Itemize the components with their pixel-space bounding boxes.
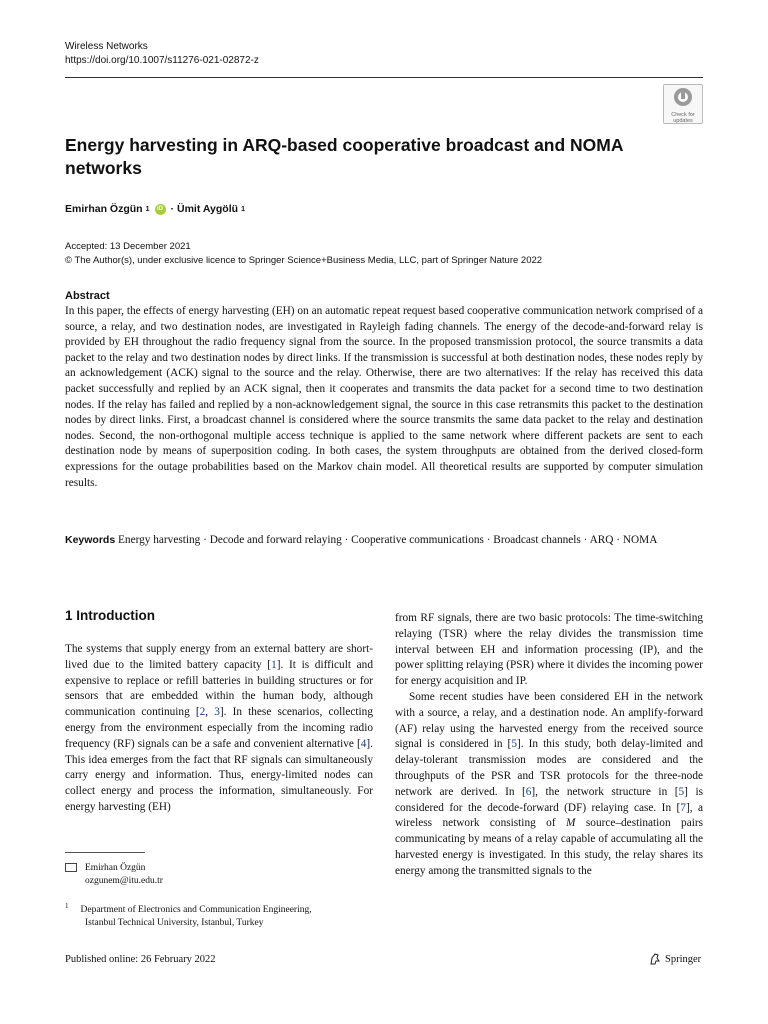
paragraph — [395, 690, 703, 880]
check-for-updates-badge[interactable] — [663, 84, 703, 124]
keywords — [65, 532, 703, 548]
citation-link[interactable]: 2 — [199, 706, 206, 719]
article-dates — [65, 240, 542, 268]
math-symbol: M — [566, 817, 576, 830]
body-text: source–destination pairs communicating by means of a relay capable of accumulating all the harvested energy is investigated. In this study, the relay shares its energy among the transmitted signals to the — [395, 817, 703, 877]
body-text: ], the network structure in [ — [531, 785, 679, 798]
check-updates-label: Check for updates — [671, 112, 695, 124]
springer-horse-icon — [648, 952, 662, 966]
body-text: ]. In this study, both delay-limited and delay-tolerant transmission modes are considered and the throughputs of the PSR and TSR protocols for the three-node network are derived. In [ — [395, 738, 703, 798]
citation-link[interactable]: 5 — [511, 738, 517, 751]
footnote-rule — [65, 852, 145, 853]
corresponding-author — [65, 862, 163, 888]
affiliation-number: 1 — [65, 902, 69, 910]
abstract-text: In this paper, the effects of energy harvesting (EH) on an automatic repeat request based cooperative communication network comprised of a source, a relay, and two destination nodes, are investigated in Rayleigh fading channels. The energy of the decode-and-forward relay is provided by EH throughout the radio frequency signal from the source. In the proposed transmission protocol, the source transmits a data packet to the relay and two destination nodes by direct links. If the transmission is successful at both destination nodes, these nodes reply by an acknowledgement (ACK) signal to the source and the relay. Otherwise, there are two alternatives: If the relay has received this data packet successfully and replied by an ACK signal, then it cooperates and transmits the data packet for a second time to two destination nodes. If the relay has failed and replied by a non-acknowledgement signal, the source in this case retransmits this packet to the destination nodes by direct links. First, a broadcast channel is considered where the source transmits the same data packet to the relay and destination nodes. Second, the non-orthogonal multiple access technique is applied to the same network where different packets are sent to each destination node by means of superposition coding. In both cases, the system throughputs are obtained from the derived closed-form expressions for the outage probabilities based on the Markov chain model. All theoretical results are supported by computer simulation results. — [65, 305, 703, 489]
citation-link[interactable]: 5 — [678, 785, 685, 798]
affiliation-marker: 1 — [241, 205, 245, 213]
citation-link[interactable]: 7 — [680, 801, 686, 814]
citation-link[interactable]: 6 — [525, 785, 532, 798]
author-name[interactable]: Ümit Aygölü — [177, 203, 239, 215]
citation-link[interactable]: 3 — [214, 706, 220, 719]
publisher-name: Springer — [665, 953, 702, 965]
envelope-icon — [65, 863, 77, 872]
check-updates-icon — [673, 87, 693, 107]
accepted-date: Accepted: 13 December 2021 — [65, 241, 191, 252]
keywords-heading: Keywords — [65, 534, 116, 546]
orcid-icon[interactable]: iD — [155, 204, 166, 215]
body-text: The systems that supply energy from an external battery are short-lived due to the limited battery capacity [ — [65, 643, 373, 671]
publisher-logo[interactable] — [648, 952, 701, 966]
body-text: ]. This idea emerges from the fact that RF signals can simultaneously carry energy and information. Thus, energy-limited nodes can collect energy and process the information, simultaneously. For energy harvesting (EH) — [65, 737, 373, 813]
author-list — [65, 203, 245, 215]
body-text: ]. In these scenarios, collecting energy from the environment especially from the incoming radio frequency (RF) signals can be a safe and convenient alternative [ — [65, 706, 373, 750]
citation-link[interactable]: 1 — [271, 658, 277, 671]
body-text: Some recent studies have been considered EH in the network with a source, a relay, and a destination node. An amplify-forward (AF) relay using the harvested energy from the received source signal is considered in [ — [395, 690, 703, 751]
paper-title: Energy harvesting in ARQ-based cooperative broadcast and NOMA networks — [65, 135, 623, 178]
body-text: ] is considered for the decode-forward (DF) relaying case. In [ — [395, 785, 703, 814]
body-text: ]. It is difficult and expensive to replace or refill batteries in building structures or for sensors that are embedded within the human body, although communication continuing [ — [65, 658, 373, 719]
section-heading: 1 Introduction — [65, 608, 155, 623]
corresponding-name: Emirhan Özgün — [85, 863, 146, 873]
paragraph: from RF signals, there are two basic protocols: The time-switching relaying (TSR) where the relay divides the transmission time interval between EH and information processing (IP), and the power splitting relaying (PSR) where it divides the incoming power for energy acquisition and IP. — [395, 612, 703, 688]
citation-link[interactable]: 4 — [360, 737, 367, 750]
body-text: ], a wireless network consisting of — [395, 801, 703, 830]
published-date: Published online: 26 February 2022 — [65, 954, 216, 965]
author-separator: · — [170, 203, 174, 215]
journal-header — [65, 40, 259, 68]
header-rule — [65, 77, 703, 78]
affiliation-line: Istanbul Technical University, Istanbul, Turkey — [85, 918, 264, 929]
corresponding-email[interactable]: ozgunem@itu.edu.tr — [85, 876, 163, 886]
copyright-line: © The Author(s), under exclusive licence to Springer Science+Business Media, LLC, part of Springer Nature 2022 — [65, 255, 543, 266]
keywords-list: Energy harvesting · Decode and forward relaying · Cooperative communications · Broadcast channels · ARQ · NOMA — [118, 534, 658, 546]
abstract-heading: Abstract — [65, 290, 110, 302]
doi-link[interactable]: https://doi.org/10.1007/s11276-021-02872-z — [65, 55, 259, 66]
intro-column-right — [395, 611, 703, 880]
author-name[interactable]: Emirhan Özgün — [65, 203, 143, 215]
affiliation-line: Department of Electronics and Communication Engineering, — [80, 905, 312, 916]
affiliation-marker: 1 — [145, 205, 150, 213]
journal-name: Wireless Networks — [65, 41, 148, 52]
intro-column-left: The systems that supply energy from an external battery are short-lived due to the limited battery capacity [1]. It is difficult and expensive to replace or refill batteries in building structures or for sensors that are embedded within the human body, although communication continuing [2, 3]. In these scenarios, collecting energy from the environment especially from the incoming radio frequency (RF) signals can be a safe and convenient alternative [4]. This idea emerges from the fact that RF signals can simultaneously carry energy and information. Thus, energy-limited nodes can collect energy and process the information, simultaneously. For energy harvesting (EH) — [65, 643, 373, 813]
affiliation — [65, 900, 312, 930]
